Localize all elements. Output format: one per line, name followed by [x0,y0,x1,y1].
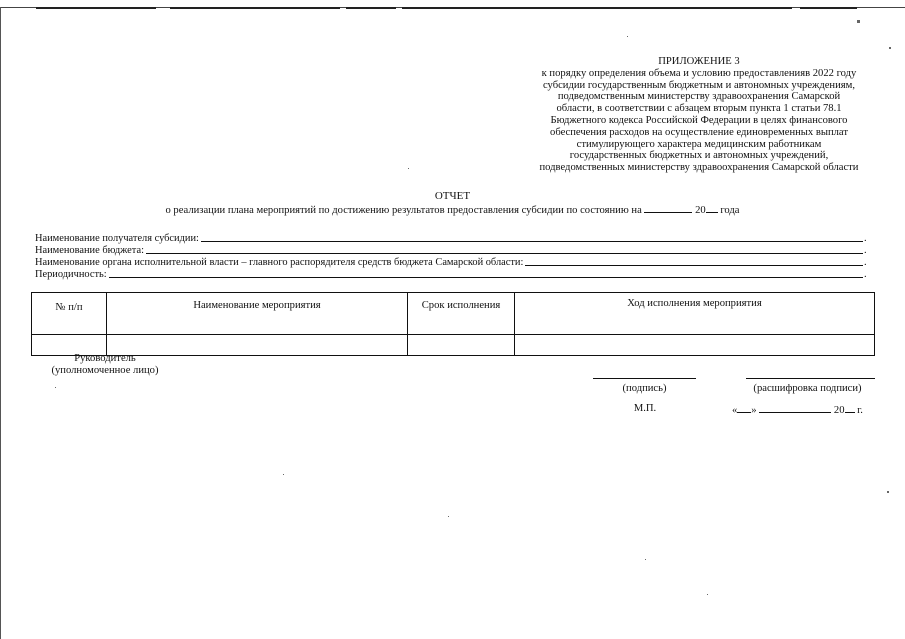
field-label: Наименование бюджета: [35,245,144,256]
appendix-line: подведомственным министерству здравоохранения Самарской [557,91,841,103]
signature-caption: (подпись) [622,383,667,394]
date-month-blank[interactable] [759,403,831,413]
field-periodicity [35,268,867,280]
signature-line[interactable] [593,378,696,379]
scan-speck [283,474,284,475]
signature-decode-caption: (расшифровка подписи) [753,383,862,394]
field-authority-line[interactable] [525,265,863,266]
appendix-line: государственных бюджетных и автономных учреждений, [569,150,829,162]
report-title: ОТЧЕТ [434,190,471,202]
col-header-number: № п/п [32,293,107,335]
report-year-prefix: 20 [695,205,706,216]
date-line [732,403,877,416]
field-end: . [864,245,867,256]
date-quote-open: « [732,405,738,416]
field-end: . [864,257,867,268]
scan-dash [170,7,340,9]
field-recipient [35,232,867,244]
table-cell[interactable] [515,335,875,356]
scan-speck [408,168,409,169]
appendix-line: к порядку определения объема и условию предоставленияв 2022 году [541,67,857,79]
appendix-line: стимулирующего характера медицинским работникам [576,138,822,150]
table-cell[interactable] [408,335,515,356]
field-label: Наименование органа исполнительной власти – главного распорядителя средств бюджета Самарской области: [35,257,524,268]
date-day-blank[interactable] [737,403,751,413]
appendix-line: области, в соответствии с абзацем вторым пункта 1 статьи 78.1 [556,103,842,115]
date-year-suffix: г. [857,405,863,416]
col-header-deadline: Срок исполнения [408,293,515,335]
appendix-line: субсидии государственным бюджетным и автономных учреждениям, [542,79,855,91]
field-authority [35,256,867,268]
col-header-activity: Наименование мероприятия [107,293,408,335]
field-budget-line[interactable] [146,253,863,254]
field-label: Периодичность: [35,269,107,280]
date-quote-close: » [751,405,757,416]
scan-speck [448,516,449,517]
field-end: . [864,269,867,280]
signatory-block [40,353,170,377]
scan-dash [346,7,396,9]
field-recipient-line[interactable] [201,241,863,242]
scan-dash [402,7,792,9]
date-year-blank[interactable] [845,403,855,413]
scan-dash [36,7,156,9]
scan-speck [645,559,646,560]
signature-decode-line[interactable] [746,378,875,379]
scan-speck [707,594,708,595]
field-budget [35,244,867,256]
report-year-blank[interactable] [706,202,718,213]
appendix-line: Бюджетного кодекса Российской Федерации в целях финансового [550,114,848,126]
scan-speck [889,47,891,49]
report-subtitle-text: о реализации плана мероприятий по достижению результатов предоставления субсидии по состоянию на [165,205,642,216]
appendix-line: обеспечения расходов на осуществление единовременных выплат [550,126,848,138]
report-year-suffix: года [720,205,740,216]
appendix-title: ПРИЛОЖЕНИЕ 3 [658,56,740,67]
plan-table [31,292,875,356]
col-header-progress: Ход исполнения мероприятия [515,293,875,335]
signatory-title: Руководитель [74,353,136,364]
date-year-prefix: 20 [833,405,845,416]
scan-border-left [0,7,1,639]
table-header-row [32,293,875,335]
appendix-block [515,56,883,174]
scan-speck [887,491,889,493]
stamp-placeholder: М.П. [633,403,657,414]
signatory-subtitle: (уполномоченное лицо) [51,365,159,376]
field-end: . [864,233,867,244]
report-date-blank[interactable] [644,202,692,213]
report-subtitle [0,202,905,216]
scan-speck [627,36,628,37]
field-label: Наименование получателя субсидии: [35,233,199,244]
scan-dash [800,7,857,9]
appendix-line: подведомственных министерству здравоохранения Самарской области [539,162,859,174]
scan-speck [55,387,56,388]
field-periodicity-line[interactable] [109,277,863,278]
scan-speck [857,20,860,23]
